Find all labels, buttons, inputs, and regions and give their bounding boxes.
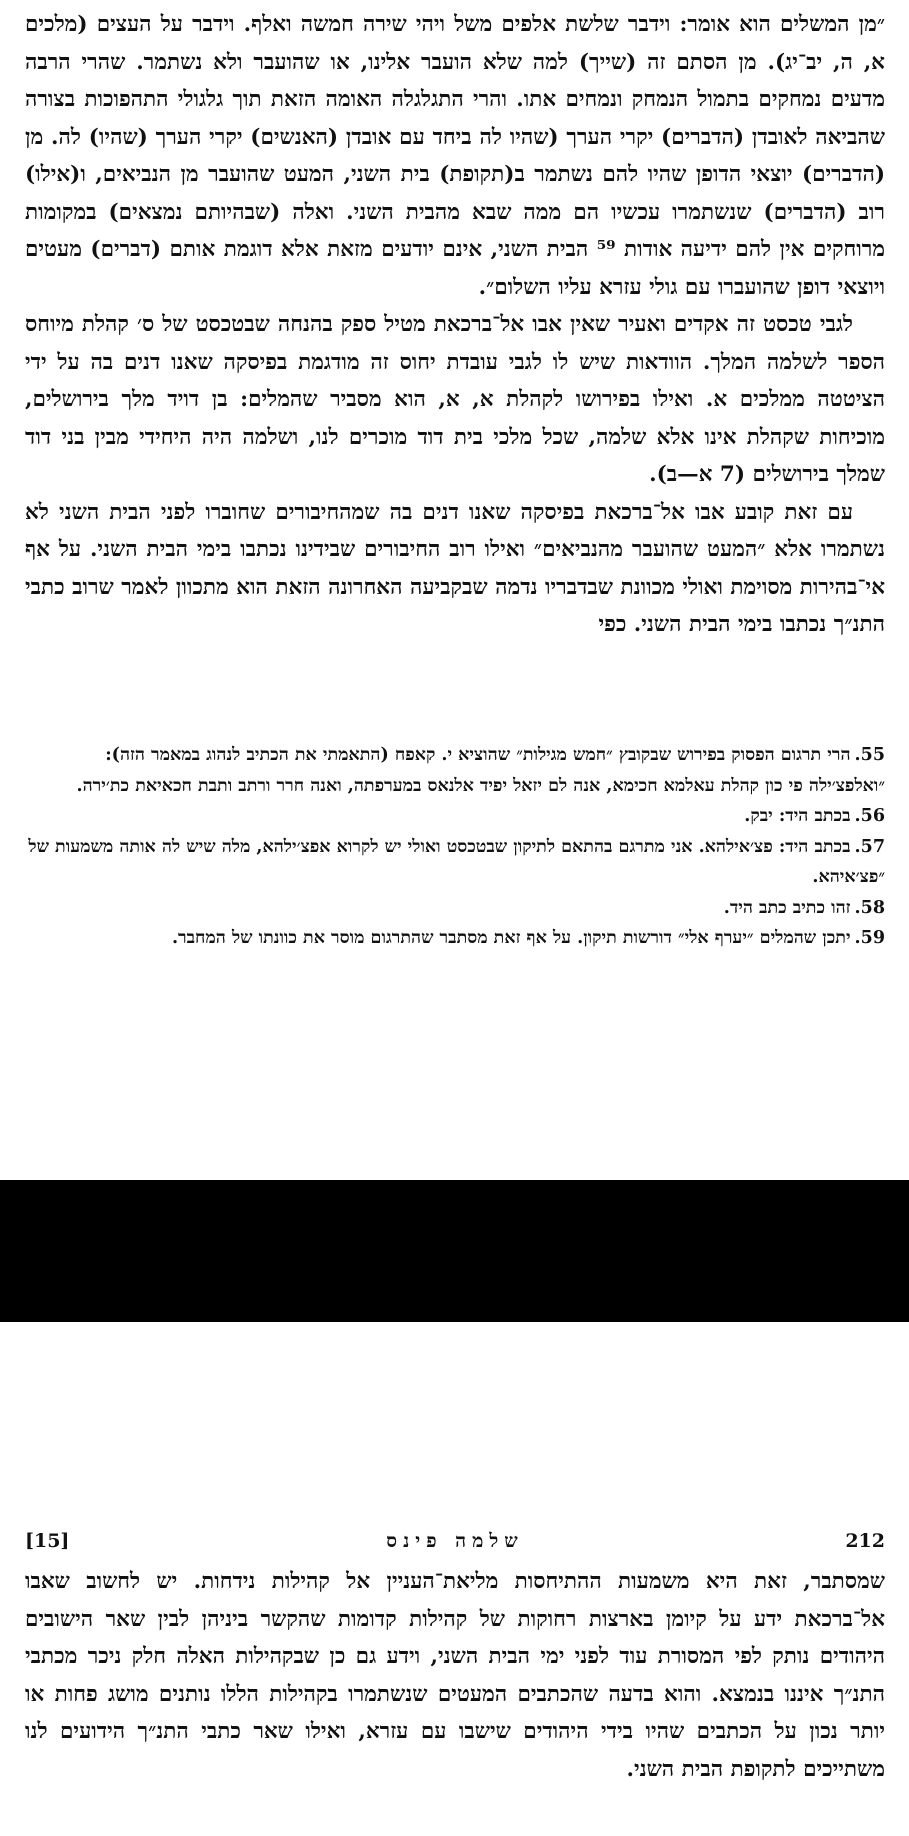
author-name: שלמה פינס: [386, 1530, 524, 1552]
footnote: [25, 740, 885, 801]
paragraph-quote: ״מן המשלים הוא אומר: וידבר שלשת אלפים משל ויהי שירה חמשה ואלף. וידבר על העצים (מלכים א, ה, יב־יג). מן הסתם זה (שייך) למה שלא הועבר אלינו, או שהועבר ולא נשתמר. שהרי הרבה מדעים נמחקים בתמול הנמחק ונמחים אתו. והרי התגלגלה האומה הזאת תוך גלגולי התהפוכות בצורה שהביאה לאובדן (הדברים) יקרי הערך (שהיו לה ביחד עם אובדן (האנשים) יקרי הערך (שהיו) לה. מן (הדברים) יוצאי הדופן שהיו להם נשתמר ב(תקופת) בית השני, המעט שהועבר מן הנביאים, ו(אילו) רוב (הדברים) שנשתמרו עכשיו הם ממה שבא מהבית השני. ואלה (שבהיותם נמצאים) במקומות מרוחקים אין להם ידיעה אודות ⁵⁹ הבית השני, אינם יודעים מזאת אלא דוגמת אותם (דברים) מעטים ויוצאי דופן שהועברו עם גולי עזרא עליו השלום״.: [25, 12, 886, 300]
footnote-number: 55.: [854, 745, 885, 765]
footnote-text: הרי תרגום הפסוק בפירוש שבקובץ ״חמש מגילות״ שהוציא י. קאפח (התאמתי את הכתיב לנהוג במאמר הזה): ״ואלפצ׳ילה פי כון קהלת עאלמא חכימא, אנה לם יזאל יפיד אלנאס במערפתה, ואנה חרר ורתב ותבת חכאיאת כת׳ירה.: [76, 745, 885, 796]
main-text-lower: [25, 1563, 885, 1788]
footnote-text: בכתב היד: פצ׳אילהא. אני מתרגם בהתאם לתיקון שבטכסט ואולי יש לקרוא אפצ׳ילהא, מלה שיש לה אותה משמעות של ״פצ׳איהא.: [28, 836, 885, 887]
page-number: 212: [845, 1530, 885, 1552]
running-head: [25, 1530, 885, 1558]
footnote-number: 57.: [854, 836, 885, 857]
footnote: [25, 801, 885, 832]
footnotes: [25, 740, 885, 954]
footnote: [25, 893, 885, 924]
footnote-number: 56.: [854, 806, 885, 826]
page-divider-band: [0, 1180, 909, 1322]
paragraph-commentary: לגבי טכסט זה אקדים ואעיר שאין אבו אל־ברכאת מטיל ספק בהנחה שבטכסט של ס׳ קהלת מיוחס הספר לשלמה המלך. הוודאות שיש לו לגבי עובדת יחוס זה מודגמת בפיסקה שאנו דנים בה על ידי הציטטה ממלכים א. ואילו בפירושו לקהלת א, א, הוא מסביר שהמלים: בן דויד מלך בירושלים, מוכיחות שקהלת אינו אלא שלמה, שכל מלכי בית דוד מוכרים לנו, ושלמה היה היחידי מבין בני דוד שמלך בירושלים (7 א—ב).: [25, 312, 885, 487]
chapter-marker: [15]: [25, 1530, 70, 1552]
footnote: [25, 923, 885, 954]
footnote-text: בכתב היד: יבק.: [744, 806, 851, 826]
footnote-number: 58.: [854, 897, 885, 918]
paragraph-lower: שמסתבר, זאת היא משמעות ההתיחסות מליאת־העניין אל קהילות נידחות. יש לחשוב שאבו אל־ברכאת ידע על קיומן בארצות רחוקות של קהילות קדומות שהקשר ביניהן לבין שאר הישובים היהודים נותק לפי המסורת עוד לפני ימי הבית השני, וידע גם כן שבקהילות האלה חלק ניכר מכתבי התנ״ך איננו בנמצא. והוא בדעה שהכתבים המעטים שנשתמרו בקהילות הללו נותנים מושג פחות או יותר נכון על הכתבים שהיו בידי היהודים שישבו עם עזרא, ואילו שאר כתבי התנ״ך הידועים לנו משתייכים לתקופת הבית השני.: [25, 1569, 885, 1782]
footnote-number: 59.: [854, 928, 885, 948]
footnote: [25, 832, 885, 893]
footnote-text: זהו כתיב כתב היד.: [723, 897, 851, 918]
main-text-upper: [25, 6, 885, 644]
footnote-text: יתכן שהמלים ״יערף אלי״ דורשות תיקון. על אף זאת מסתבר שהתרגום מוסר את כוונתו של המחבר.: [171, 928, 851, 948]
paragraph-conclusion: עם זאת קובע אבו אל־ברכאת בפיסקה שאנו דנים בה שמהחיבורים שחוברו לפני הבית השני לא נשתמרו אלא ״המעט שהועבר מהנביאים״ ואילו רוב החיבורים שבידינו נכתבו בימי הבית השני. על אף אי־בהירות מסוימת ואולי מכוונת שבדבריו נדמה שבקביעה האחרונה הזאת הוא מתכוון לאמר שרוב כתבי התנ״ך נכתבו בימי הבית השני. כפי: [25, 499, 885, 637]
